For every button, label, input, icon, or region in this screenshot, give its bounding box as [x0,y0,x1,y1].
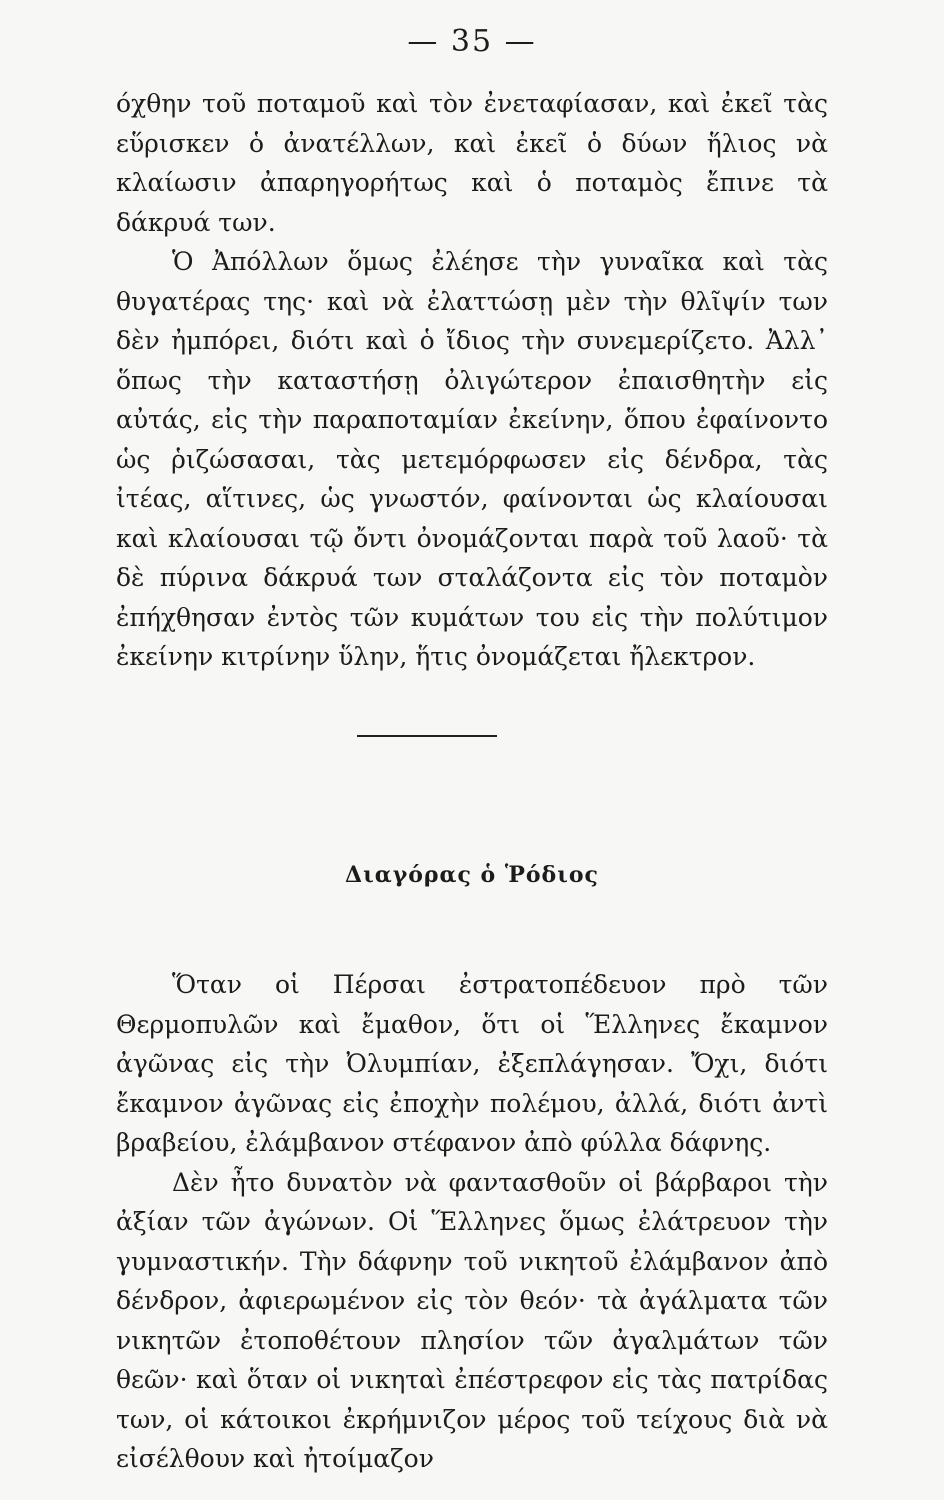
continuation-paragraph: όχθην τοῦ ποταμοῦ καὶ τὸν ἐνεταφίασαν, καὶ ἐκεῖ τὰς εὕρισκεν ὁ ἀνατέλλων, καὶ ἐκεῖ ὁ δύων ἥλιος νὰ κλαίωσιν ἀπαρηγορήτως καὶ ὁ ποταμὸς ἔπινε τὰ δάκρυά των. [116,89,828,237]
section-title: Διαγόρας ὁ Ῥόδιος [345,862,599,888]
apollo-paragraph: Ὁ Ἀπόλλων ὅμως ἐλέησε τὴν γυναῖκα καὶ τὰς θυγατέρας της· καὶ νὰ ἐλαττώσῃ μὲν τὴν θλῖψίν των δὲν ἠμπόρει, διότι καὶ ὁ ἴδιος τὴν συνεμερίζετο. Ἀλλ᾽ ὅπως τὴν καταστήσῃ ὀλιγώτερον ἐπαισθητὴν εἰς αὐτάς, εἰς τὴν παραποταμίαν ἐκείνην, ὅπου ἐφαίνοντο ὡς ῥιζώσασαι, τὰς μετεμόρφωσεν εἰς δένδρα, τὰς ἰτέας, αἵτινες, ὡς γνωστόν, φαίνονται ὡς κλαίουσαι καὶ κλαίουσαι τῷ ὄντι ὀνομάζονται παρὰ τοῦ λαοῦ· τὰ δὲ πύρινα δάκρυά των σταλάζοντα εἰς τὸν ποταμὸν ἐπήχθησαν ἐντὸς τῶν κυμάτων του εἰς τὴν πολύτιμον ἐκείνην κιτρίνην ὕλην, ἥτις ὀνομάζεται ἤλεκτρον. [116,247,828,671]
bottom-passage [116,965,828,1479]
top-passage [116,84,828,677]
section-divider [357,735,497,737]
games-paragraph: Δὲν ἦτο δυνατὸν νὰ φαντασθοῦν οἱ βάρβαροι τὴν ἀξίαν τῶν ἀγώνων. Οἱ Ἕλληνες ὅμως ἐλάτρευον τὴν γυμναστικήν. Τὴν δάφνην τοῦ νικητοῦ ἐλάμβανον ἀπὸ δένδρον, ἀφιερωμένον εἰς τὸν θεόν· τὰ ἀγάλματα τῶν νικητῶν ἐτοποθέτουν πλησίον τῶν ἀγαλμάτων τῶν θεῶν· καὶ ὅταν οἱ νικηταὶ ἐπέστρεφον εἰς τὰς πατρίδας των, οἱ κάτοικοι ἐκρήμνιζον μέρος τοῦ τείχους διὰ νὰ εἰσέλθουν καὶ ἠτοίμαζον [116,1167,828,1473]
page-number: — 35 — [407,24,537,59]
persians-paragraph: Ὅταν οἱ Πέρσαι ἐστρατοπέδευον πρὸ τῶν Θερμοπυλῶν καὶ ἔμαθον, ὅτι οἱ Ἕλληνες ἔκαμνον ἀγῶνας εἰς τὴν Ὀλυμπίαν, ἐξεπλάγησαν. Ὄχι, διότι ἔκαμνον ἀγῶνας εἰς ἐποχὴν πολέμου, ἀλλά, διότι ἀντὶ βραβείου, ἐλάμβανον στέφανον ἀπὸ φύλλα δάφνης. [116,970,828,1157]
